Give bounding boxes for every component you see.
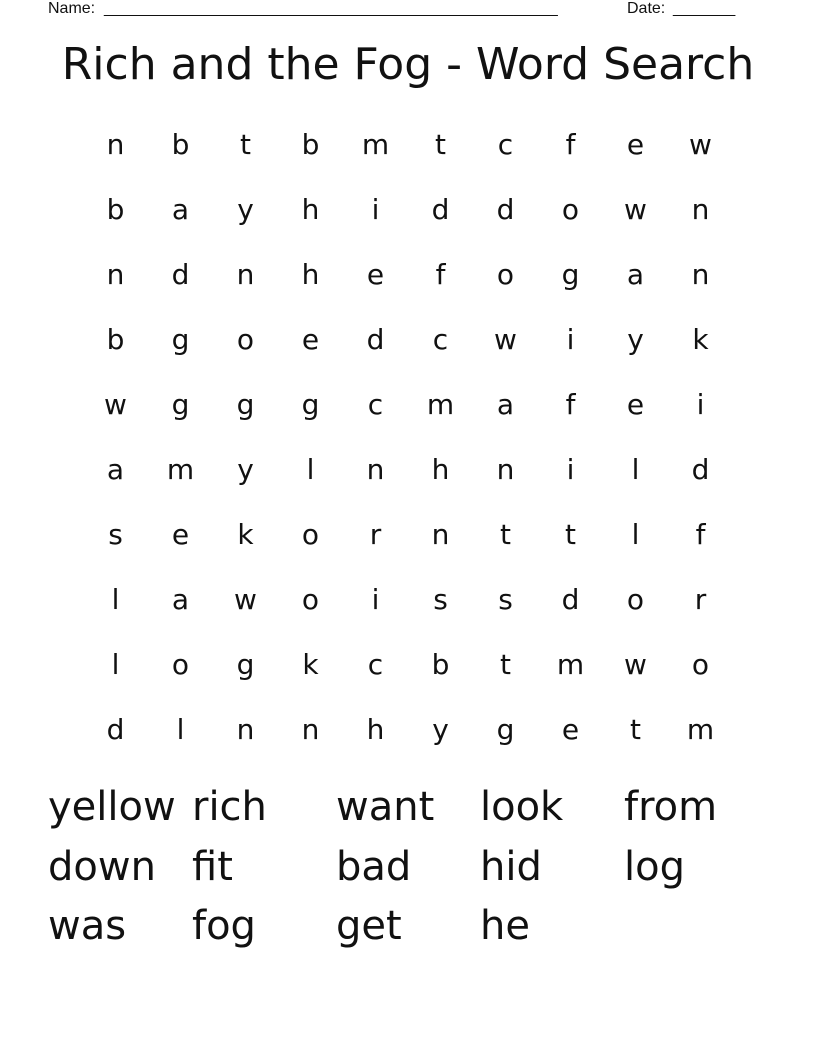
grid-cell: y	[432, 712, 449, 746]
word-list-item: yellow	[48, 784, 176, 830]
grid-cell: n	[691, 257, 710, 291]
grid-cell: c	[497, 127, 514, 161]
grid-cell: n	[106, 257, 125, 291]
grid-cell: t	[500, 517, 511, 551]
grid-cell: c	[367, 647, 384, 681]
grid-cell: l	[631, 517, 640, 551]
name-blank-line: ___________________________________________________	[104, 0, 558, 17]
grid-cell: k	[302, 647, 319, 681]
grid-cell: o	[691, 647, 710, 681]
grid-cell: b	[301, 127, 320, 161]
word-list-item: hid	[480, 843, 542, 890]
word-list-item: fit	[192, 843, 233, 890]
grid-cell: b	[431, 647, 450, 681]
grid-cell: m	[686, 712, 715, 746]
grid-cell: o	[626, 582, 645, 616]
grid-cell: r	[694, 582, 707, 616]
grid-cell: m	[426, 387, 455, 421]
grid-cell: d	[366, 322, 385, 356]
grid-cell: d	[561, 582, 580, 616]
grid-cell: e	[171, 517, 190, 551]
grid-cell: n	[691, 192, 710, 226]
grid-cell: m	[166, 452, 195, 486]
letter-grid	[83, 112, 733, 762]
grid-cell: y	[237, 192, 254, 226]
grid-cell: g	[171, 387, 190, 421]
grid-cell: g	[171, 322, 190, 356]
word-list-item: log	[624, 843, 685, 890]
grid-cell: l	[176, 712, 185, 746]
word-list-item: was	[48, 903, 127, 949]
grid-cell: s	[108, 517, 123, 551]
grid-cell: w	[624, 647, 647, 681]
grid-cell: o	[496, 257, 515, 291]
word-list-item: fog	[192, 903, 256, 949]
grid-cell: i	[566, 322, 575, 356]
grid-cell: n	[496, 452, 515, 486]
word-list-item: look	[480, 784, 564, 830]
grid-cell: d	[496, 192, 515, 226]
grid-cell: d	[431, 192, 450, 226]
grid-cell: f	[565, 127, 576, 161]
grid-cell: w	[689, 127, 712, 161]
grid-cell: n	[236, 257, 255, 291]
grid-cell: y	[237, 452, 254, 486]
word-list-item: down	[48, 843, 156, 890]
grid-cell: o	[171, 647, 190, 681]
grid-cell: c	[367, 387, 384, 421]
grid-cell: k	[237, 517, 254, 551]
grid-cell: h	[366, 712, 385, 746]
grid-cell: b	[106, 192, 125, 226]
grid-cell: r	[369, 517, 382, 551]
grid-cell: e	[626, 387, 645, 421]
grid-cell: n	[366, 452, 385, 486]
grid-cell: g	[236, 647, 255, 681]
grid-cell: k	[692, 322, 709, 356]
grid-cell: e	[626, 127, 645, 161]
grid-cell: a	[626, 257, 645, 291]
grid-cell: g	[561, 257, 580, 291]
word-list	[48, 778, 768, 957]
date-label: Date:	[627, 0, 666, 17]
grid-cell: d	[691, 452, 710, 486]
grid-cell: t	[500, 647, 511, 681]
grid-cell: c	[432, 322, 449, 356]
grid-cell: a	[171, 192, 190, 226]
grid-cell: i	[371, 582, 380, 616]
grid-cell: w	[104, 387, 127, 421]
grid-cell: o	[236, 322, 255, 356]
grid-cell: l	[306, 452, 315, 486]
grid-cell: y	[627, 322, 644, 356]
grid-cell: t	[565, 517, 576, 551]
grid-cell: g	[301, 387, 320, 421]
word-list-item: bad	[336, 843, 412, 890]
grid-cell: g	[236, 387, 255, 421]
grid-cell: g	[496, 712, 515, 746]
grid-cell: m	[361, 127, 390, 161]
grid-cell: h	[301, 192, 320, 226]
grid-cell: e	[366, 257, 385, 291]
grid-cell: f	[695, 517, 706, 551]
grid-cell: o	[561, 192, 580, 226]
grid-cell: b	[106, 322, 125, 356]
grid-cell: l	[631, 452, 640, 486]
word-list-item: rich	[192, 784, 267, 830]
grid-cell: w	[624, 192, 647, 226]
name-label: Name:	[48, 0, 96, 17]
grid-cell: w	[234, 582, 257, 616]
page-title: Rich and the Fog - Word Search	[61, 39, 755, 90]
grid-cell: t	[240, 127, 251, 161]
grid-cell: i	[566, 452, 575, 486]
word-list-item: get	[336, 903, 402, 949]
grid-cell: i	[696, 387, 705, 421]
grid-cell: h	[301, 257, 320, 291]
grid-cell: t	[630, 712, 641, 746]
grid-cell: f	[435, 257, 446, 291]
grid-cell: w	[494, 322, 517, 356]
word-list-item: want	[336, 784, 435, 830]
grid-cell: n	[301, 712, 320, 746]
grid-cell: e	[301, 322, 320, 356]
grid-cell: l	[111, 647, 120, 681]
grid-cell: i	[371, 192, 380, 226]
grid-cell: a	[171, 582, 190, 616]
grid-cell: a	[496, 387, 515, 421]
grid-cell: f	[565, 387, 576, 421]
grid-cell: d	[106, 712, 125, 746]
grid-cell: n	[431, 517, 450, 551]
date-blank-line: _______	[673, 0, 736, 17]
grid-cell: l	[111, 582, 120, 616]
grid-cell: o	[301, 517, 320, 551]
grid-cell: t	[435, 127, 446, 161]
word-list-item: from	[624, 784, 718, 830]
grid-cell: e	[561, 712, 580, 746]
grid-cell: m	[556, 647, 585, 681]
grid-cell: a	[106, 452, 125, 486]
grid-cell: n	[106, 127, 125, 161]
grid-cell: h	[431, 452, 450, 486]
grid-cell: o	[301, 582, 320, 616]
grid-cell: n	[236, 712, 255, 746]
grid-cell: d	[171, 257, 190, 291]
grid-cell: s	[498, 582, 513, 616]
word-list-item: he	[480, 903, 530, 949]
header-line	[48, 0, 748, 20]
grid-cell: b	[171, 127, 190, 161]
grid-cell: s	[433, 582, 448, 616]
